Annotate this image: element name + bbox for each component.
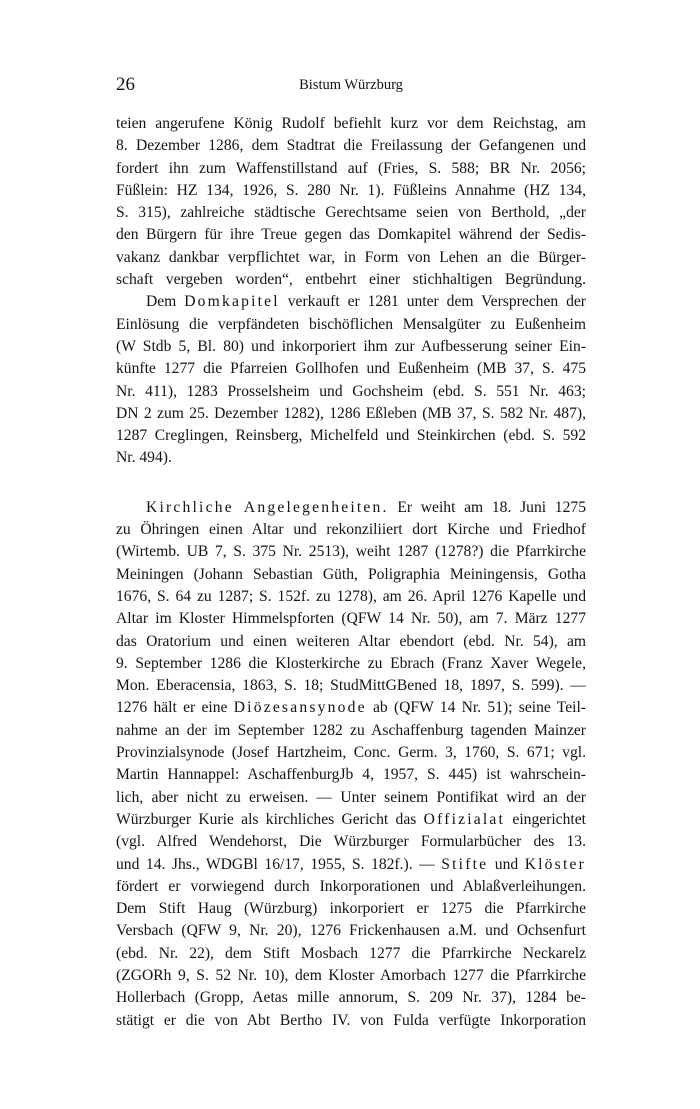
text-line: Einlösung die verpfändeten bischöflichen Mensalgüter zu Eußenheim: [116, 315, 586, 333]
spaced-emphasis: Domkapitel: [184, 293, 280, 311]
text-line: [116, 697, 586, 719]
text-run: 1276 hält er eine: [116, 699, 234, 717]
section-spacer: [116, 470, 586, 497]
text-line: Versbach (QFW 9, Nr. 20), 1276 Frickenhausen a.M. und Ochsenfurt: [116, 922, 586, 940]
text-line: vakanz dankbar verpflichtet war, in Form von Lehen an die Bürger-: [116, 248, 586, 266]
text-line: (W Stdb 5, Bl. 80) und inkorporiert ihm zur Aufbesserung seiner Ein-: [116, 337, 586, 355]
text-line: S. 315), zahlreiche städtische Gerechtsame seien von Berthold, „der: [116, 204, 586, 222]
body-text: [116, 113, 586, 1032]
text-line: DN 2 zum 25. Dezember 1282), 1286 Eßleben (MB 37, S. 582 Nr. 487),: [116, 404, 586, 422]
text-line: teien angerufene König Rudolf befiehlt kurz vor dem Reichstag, am: [116, 115, 586, 132]
text-line: Hollerbach (Gropp, Aetas mille annorum, S. 209 Nr. 37), 1284 be-: [116, 989, 586, 1007]
text-line: Nr. 494).: [116, 449, 172, 467]
text-run: und: [488, 855, 525, 873]
text-line: Nr. 411), 1283 Prosselsheim und Gochsheim (ebd. S. 551 Nr. 463;: [116, 382, 586, 400]
spaced-emphasis: Stifte: [441, 855, 489, 873]
spaced-emphasis: Diözesansynode: [233, 699, 367, 717]
text-run: verkauft er 1281 unter dem Versprechen der: [279, 293, 586, 311]
spaced-emphasis: Offizialat: [423, 810, 506, 828]
text-line: schaft vergeben worden“, entbehrt einer stichhaltigen Begründung.: [116, 271, 586, 289]
text-line: 8. Dezember 1286, dem Stadtrat die Freilassung der Gefangenen und: [116, 137, 586, 155]
text-run: Dem: [146, 293, 185, 311]
page-number: 26: [116, 74, 135, 95]
text-line: (vgl. Alfred Wendehorst, Die Würzburger Formularbücher des 13.: [116, 833, 586, 851]
text-line: (ZGORh 9, S. 52 Nr. 10), dem Kloster Amorbach 1277 die Pfarrkirche: [116, 966, 586, 984]
paragraph: [116, 291, 586, 469]
text-line: Mon. Eberacensia, 1863, S. 18; StudMittGBened 18, 1897, S. 599). —: [116, 677, 586, 695]
text-line: [116, 854, 586, 876]
text-line: künfte 1277 die Pfarreien Gollhofen und Eußenheim (MB 37, S. 475: [116, 360, 586, 378]
text-run: Würzburger Kurie als kirchliches Gericht das: [116, 810, 424, 828]
text-line: zu Öhringen einen Altar und rekonziliiert dort Kirche und Friedhof: [116, 521, 586, 539]
section-heading: Kirchliche Angelegenheiten.: [146, 498, 389, 516]
text-line: nahme an der im September 1282 zu Aschaffenburg tagenden Mainzer: [116, 721, 586, 739]
text-line: Meiningen (Johann Sebastian Güth, Poligraphia Meiningensis, Gotha: [116, 565, 586, 583]
page-header: [116, 74, 586, 98]
text-line: Provinzialsynode (Josef Hartzheim, Conc. Germ. 3, 1760, S. 671; vgl.: [116, 744, 586, 762]
text-line: (Wirtemb. UB 7, S. 375 Nr. 2513), weiht 1287 (1278?) die Pfarrkirche: [116, 543, 586, 561]
text-run: Er weiht am 18. Juni 1275: [388, 498, 586, 516]
text-line: fordert ihn zum Waffenstillstand auf (Fries, S. 588; BR Nr. 2056;: [116, 159, 586, 177]
text-line: (ebd. Nr. 22), dem Stift Mosbach 1277 die Pfarrkirche Neckarelz: [116, 944, 586, 962]
text-line: [116, 809, 586, 831]
text-line: das Oratorium und einen weiteren Altar ebendort (ebd. Nr. 54), am: [116, 632, 586, 650]
text-run: und 14. Jhs., WDGBl 16/17, 1955, S. 182f.). —: [116, 855, 442, 873]
text-line: den Bürgern für ihre Treue gegen das Domkapitel während der Sedis-: [116, 226, 586, 244]
text-line: 1676, S. 64 zu 1287; S. 152f. zu 1278), am 26. April 1276 Kapelle und: [116, 587, 586, 605]
text-line: [116, 497, 586, 519]
text-run: ab (QFW 14 Nr. 51); seine Teil-: [366, 699, 586, 717]
text-line: Altar im Kloster Himmelspforten (QFW 14 Nr. 50), am 7. März 1277: [116, 610, 586, 628]
text-run: eingerichtet: [505, 810, 586, 828]
text-line: Martin Hannappel: AschaffenburgJb 4, 1957, S. 445) ist wahrschein-: [116, 766, 586, 784]
text-line: stätigt er die von Abt Bertho IV. von Fulda verfügte Inkorporation: [116, 1011, 586, 1029]
running-title: Bistum Würzburg: [299, 77, 403, 93]
text-line: fördert er vorwiegend durch Inkorporationen und Ablaßverleihungen.: [116, 877, 586, 895]
text-line: 9. September 1286 die Klosterkirche zu Ebrach (Franz Xaver Wegele,: [116, 654, 586, 672]
spaced-emphasis: Klöster: [524, 855, 586, 873]
text-line: [116, 291, 586, 313]
text-line: Dem Stift Haug (Würzburg) inkorporiert er 1275 die Pfarrkirche: [116, 900, 586, 918]
text-line: 1287 Creglingen, Reinsberg, Michelfeld und Steinkirchen (ebd. S. 592: [116, 427, 586, 445]
text-line: Füßlein: HZ 134, 1926, S. 280 Nr. 1). Füßleins Annahme (HZ 134,: [116, 181, 586, 199]
text-line: lich, aber nicht zu erweisen. — Unter seinem Pontifikat wird an der: [116, 788, 586, 806]
paragraph: [116, 113, 586, 291]
paragraph: [116, 497, 586, 1032]
